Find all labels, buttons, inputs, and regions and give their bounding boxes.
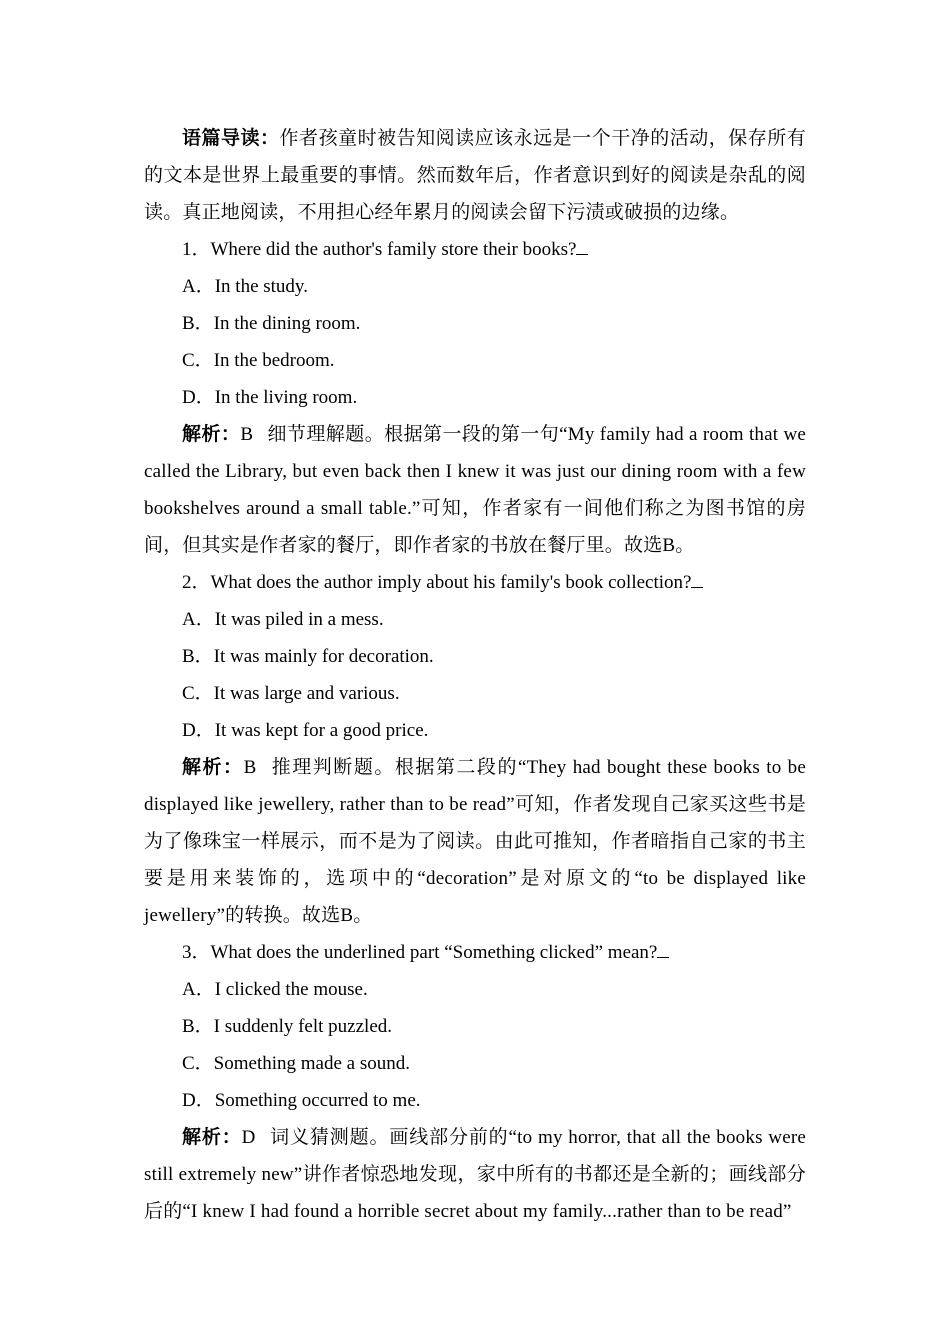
answer-blank xyxy=(657,942,669,958)
question-2-option-d: D．It was kept for a good price. xyxy=(182,720,429,741)
reading-guide xyxy=(144,120,806,231)
question-2-stem: 2．What does the author imply about his family's book collection? xyxy=(144,564,806,601)
analysis-text: 推理判断题。根据第二段的“They had bought these books to be displayed like jewellery, rather than to be read”可知，作者发现自己家买这些书是为了像珠宝一样展示，而不是为了阅读。由此可推知，作者暗指自己家的书主要是用来装饰的，选项中的“decoration”是对原文的“to be displayed like jewellery”的转换。故选B。 xyxy=(144,757,806,926)
question-1-stem: 1．Where did the author's family store their books? xyxy=(144,231,806,268)
question-3-analysis xyxy=(144,1119,806,1230)
question-1-option-a: A．In the study. xyxy=(182,276,308,297)
question-1-option-c: C．In the bedroom. xyxy=(182,350,335,371)
analysis-label: 解析： xyxy=(182,757,244,778)
question-2-option-c: C．It was large and various. xyxy=(182,683,400,704)
analysis-label: 解析： xyxy=(182,424,241,445)
answer-letter: B xyxy=(243,757,257,778)
question-3-option-c: C．Something made a sound. xyxy=(182,1053,410,1074)
question-2-option-b: B．It was mainly for decoration. xyxy=(182,646,434,667)
question-3-stem: 3．What does the underlined part “Something clicked” mean? xyxy=(144,934,806,971)
analysis-text: 细节理解题。根据第一段的第一句“My family had a room that we called the Library, but even back then I knew it was just our dining room with a few bookshelves around a small table.”可知，作者家有一间他们称之为图书馆的房间，但其实是作者家的餐厅，即作者家的书放在餐厅里。故选B。 xyxy=(144,424,806,556)
document-page xyxy=(144,120,806,1230)
analysis-label: 解析： xyxy=(182,1127,242,1148)
question-2-analysis xyxy=(144,749,806,934)
analysis-text: 词义猜测题。画线部分前的“to my horror, that all the books were still extremely new”讲作者惊恐地发现，家中所有的书都还是全新的；画线部分后的“I knew I had found a horrible secret about my family...rather than to be read” xyxy=(144,1127,806,1222)
answer-letter: D xyxy=(241,1127,256,1148)
answer-blank xyxy=(576,239,588,255)
reading-guide-text: 作者孩童时被告知阅读应该永远是一个干净的活动，保存所有的文本是世界上最重要的事情。然而数年后，作者意识到好的阅读是杂乱的阅读。真正地阅读，不用担心经年累月的阅读会留下污渍或破损的边缘。 xyxy=(144,128,806,223)
question-3-option-d: D．Something occurred to me. xyxy=(182,1090,421,1111)
question-1-analysis xyxy=(144,416,806,564)
answer-blank xyxy=(691,572,703,588)
reading-guide-label: 语篇导读： xyxy=(182,128,280,149)
question-3-option-b: B．I suddenly felt puzzled. xyxy=(182,1016,393,1037)
question-3-option-a: A．I clicked the mouse. xyxy=(182,979,368,1000)
question-1-option-b: B．In the dining room. xyxy=(182,313,361,334)
answer-letter: B xyxy=(240,424,254,445)
question-2-option-a: A．It was piled in a mess. xyxy=(182,609,384,630)
question-1-option-d: D．In the living room. xyxy=(182,387,358,408)
